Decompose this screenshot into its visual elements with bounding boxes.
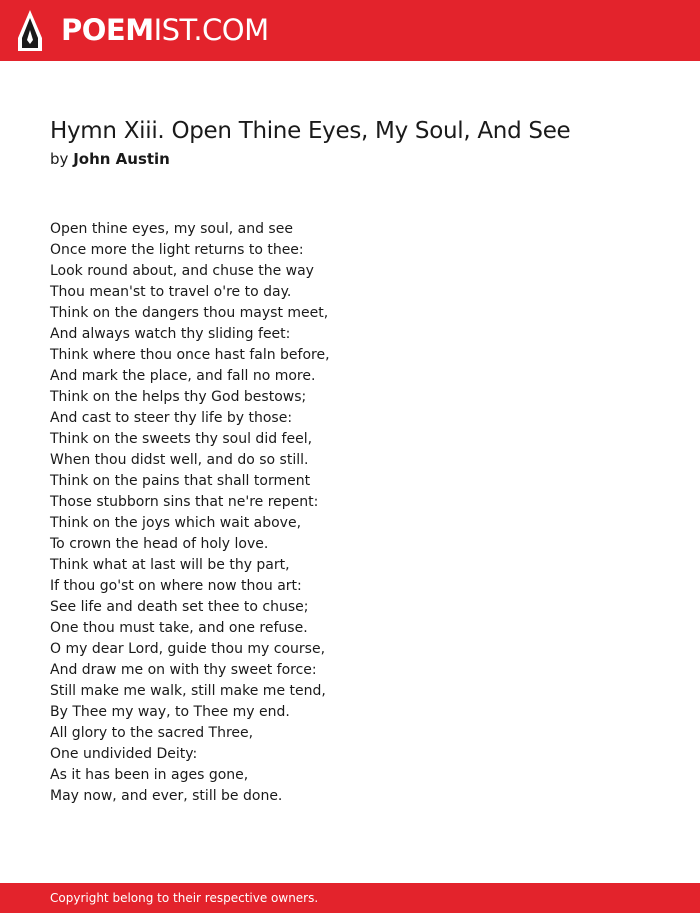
poem-line: As it has been in ages gone, [50, 767, 249, 783]
poem-line: Think on the helps thy God bestows; [50, 389, 307, 405]
poem-line: When thou didst well, and do so still. [50, 452, 309, 468]
poem-line: And always watch thy sliding feet: [50, 326, 291, 342]
logo-bold-text: POEM [61, 13, 154, 47]
poem-line: Open thine eyes, my soul, and see [50, 221, 293, 237]
poem-line: See life and death set thee to chuse; [50, 599, 309, 615]
poem-line: Think on the dangers thou mayst meet, [50, 305, 329, 321]
poem-line: Still make me walk, still make me tend, [50, 683, 326, 699]
site-footer [0, 883, 700, 913]
poem-line: Look round about, and chuse the way [50, 263, 314, 279]
pen-nib-icon[interactable] [18, 10, 42, 51]
poem-title: Hymn Xiii. Open Thine Eyes, My Soul, And See [50, 118, 571, 144]
poem-line: To crown the head of holy love. [50, 536, 269, 552]
poem-line: By Thee my way, to Thee my end. [50, 704, 290, 720]
poem-line: And cast to steer thy life by those: [50, 410, 293, 426]
byline [50, 149, 170, 169]
poem-line: If thou go'st on where now thou art: [50, 578, 302, 594]
site-logo[interactable] [61, 12, 269, 48]
poem-line: Thou mean'st to travel o're to day. [50, 284, 292, 300]
poem-line: Once more the light returns to thee: [50, 242, 304, 258]
poem-body [50, 219, 650, 807]
site-header [0, 0, 700, 61]
copyright-text: Copyright belong to their respective owners. [50, 891, 319, 905]
poem-line: One thou must take, and one refuse. [50, 620, 308, 636]
poem-line: Those stubborn sins that ne're repent: [50, 494, 319, 510]
poem-line: Think where thou once hast faln before, [50, 347, 330, 363]
poem-line: O my dear Lord, guide thou my course, [50, 641, 326, 657]
poem-line: All glory to the sacred Three, [50, 725, 254, 741]
poem-line: And mark the place, and fall no more. [50, 368, 316, 384]
author-name: John Austin [73, 150, 170, 168]
poem-line: And draw me on with thy sweet force: [50, 662, 317, 678]
poem-line: One undivided Deity: [50, 746, 198, 762]
byline-prefix: by [50, 150, 69, 168]
poem-line: Think on the pains that shall torment [50, 473, 311, 489]
logo-light-text: IST.COM [153, 13, 269, 47]
poem-line: Think on the joys which wait above, [50, 515, 302, 531]
poem-line: Think on the sweets thy soul did feel, [50, 431, 313, 447]
poem-line: Think what at last will be thy part, [50, 557, 290, 573]
poem-line: May now, and ever, still be done. [50, 788, 283, 804]
